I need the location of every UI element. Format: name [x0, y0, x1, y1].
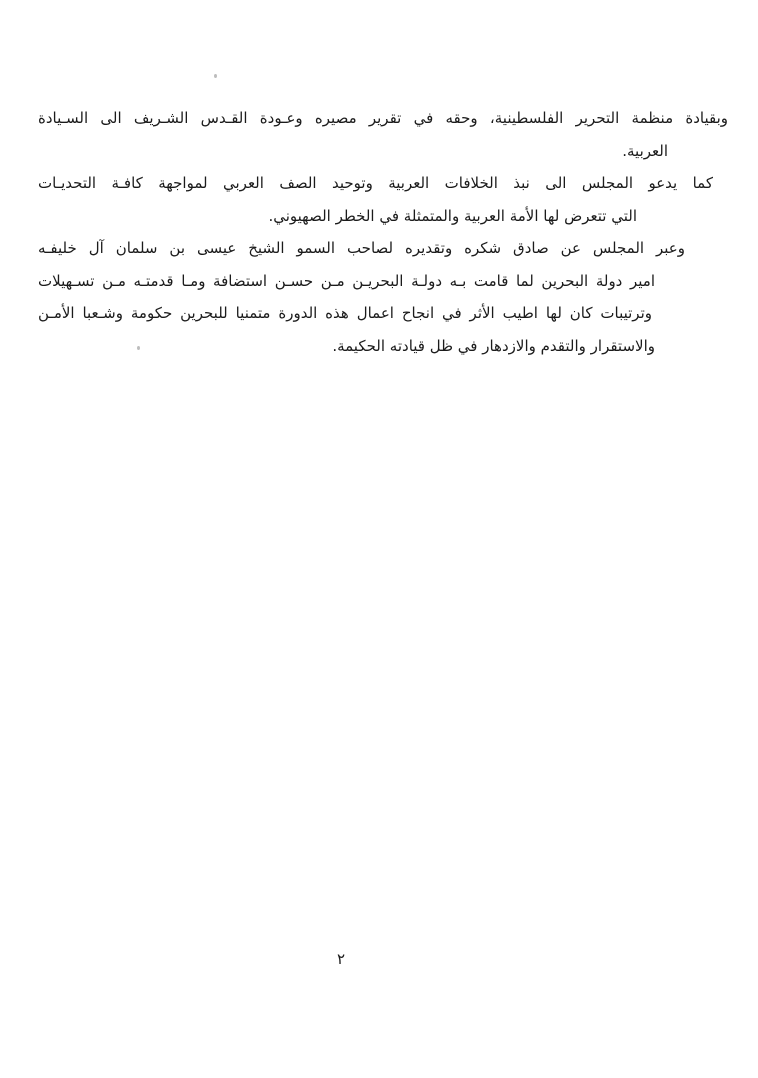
document-text-block — [38, 102, 730, 362]
paragraph-1-line-2: العربية. — [622, 141, 668, 160]
paragraph-1-line-1: وبقيادة منظمة التحرير الفلسطينية، وحقه في تقرير مصيره وعـودة القـدس الشـريف الى السـيادة — [38, 109, 728, 127]
paragraph-3-line-3: وترتيبات كان لها اطيب الأثر في انجاح اعمال هذه الدورة متمنيا للبحرين حكومة وشـعبا الأمـن — [38, 304, 652, 322]
scan-artifact-speck — [137, 346, 140, 350]
paragraph-2-line-2: التي تتعرض لها الأمة العربية والمتمثلة في الخطر الصهيوني. — [268, 206, 637, 225]
paragraph-2-line-1: كما يدعو المجلس الى نبذ الخلافات العربية وتوحيد الصف العربي لمواجهة كافـة التحديـات — [38, 174, 713, 192]
scan-artifact-speck — [214, 74, 217, 78]
paragraph-3-line-1: وعبر المجلس عن صادق شكره وتقديره لصاحب السمو الشيخ عيسى بن سلمان آل خليفـه — [38, 239, 685, 257]
page-number: ٢ — [336, 950, 346, 968]
paragraph-3-line-4: والاستقرار والتقدم والازدهار في ظل قيادته الحكيمة. — [332, 336, 655, 355]
paragraph-3-line-2: امير دولة البحرين لما قامت بـه دولـة البحريـن مـن حسـن استضافة ومـا قدمتـه مـن تسـهيلات — [38, 271, 655, 290]
